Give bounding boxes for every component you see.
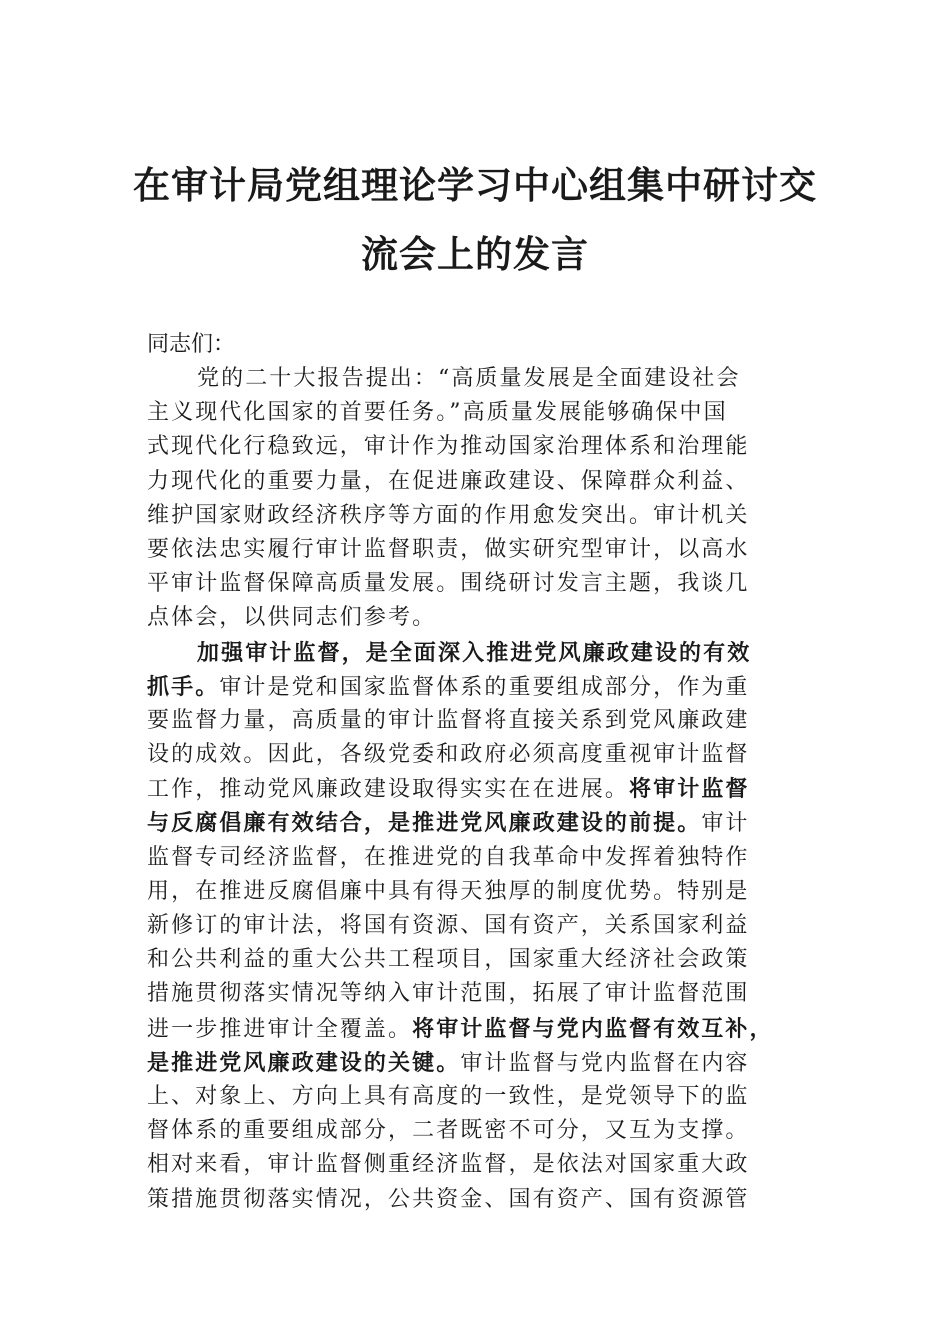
text-segment: 要依法忠实履行审计监督职责，做实研究型审计，以高水 <box>147 536 750 562</box>
text-segment: 平审计监督保障高质量发展。围绕研讨发言主题，我谈几 <box>147 571 750 597</box>
body-text-line <box>147 533 827 567</box>
body-text-line <box>147 1114 827 1148</box>
text-segment: 主义现代化国家的首要任务。”高质量发展能够确保中国 <box>147 400 728 426</box>
bold-text-segment: 是推进党风廉政建设的关键。 <box>147 1049 461 1076</box>
body-text-line <box>147 977 827 1011</box>
text-segment: 策措施贯彻落实情况，公共资金、国有资产、国有资源管 <box>147 1186 750 1212</box>
text-segment: 维护国家财政经济秩序等方面的作用愈发突出。审计机关 <box>147 502 750 528</box>
text-segment: 监督专司经济监督，在推进党的自我革命中发挥着独特作 <box>147 844 750 870</box>
body-text-line <box>147 1183 827 1217</box>
text-segment: 点体会，以供同志们参考。 <box>147 605 437 631</box>
body-text-line <box>147 567 827 601</box>
text-segment: 进一步推进审计全覆盖。 <box>147 1016 413 1042</box>
body-text-line <box>147 362 827 396</box>
text-segment: 要监督力量，高质量的审计监督将直接关系到党风廉政建 <box>147 707 750 733</box>
text-segment: 式现代化行稳致远，审计作为推动国家治理体系和治理能 <box>147 434 750 460</box>
document-title-line-1: 在审计局党组理论学习中心组集中研讨交 <box>133 163 817 207</box>
text-segment: 用，在推进反腐倡廉中具有得天独厚的制度优势。特别是 <box>147 878 750 904</box>
body-text-line <box>147 1080 827 1114</box>
body-text-line <box>147 704 827 738</box>
body-text-line <box>147 601 827 635</box>
body-text-line <box>147 875 827 909</box>
text-segment: 和公共利益的重大公共工程项目，国家重大经济社会政策 <box>147 947 750 973</box>
text-segment: 党的二十大报告提出：“高质量发展是全面建设社会 <box>197 366 741 391</box>
text-segment: 审计是党和国家监督体系的重要组成部分，作为重 <box>219 674 750 700</box>
text-segment: 上、对象上、方向上具有高度的一致性，是党领导下的监 <box>147 1083 750 1109</box>
text-segment: 工作，推动党风廉政建设取得实实在在进展。 <box>147 777 630 803</box>
text-segment: 审计监督与党内监督在内容 <box>460 1050 750 1076</box>
body-text-line <box>147 1046 827 1080</box>
body-text-line <box>147 841 827 875</box>
bold-text-segment: 与反腐倡廉有效结合，是推进党风廉政建设的前提。 <box>147 810 702 837</box>
document-title-line-2: 流会上的发言 <box>361 232 589 276</box>
text-segment: 力现代化的重要力量，在促进廉政建设、保障群众利益、 <box>147 468 750 494</box>
text-segment: 措施贯彻落实情况等纳入审计范围，拓展了审计监督范围 <box>147 981 750 1007</box>
text-segment: 审计 <box>701 811 750 837</box>
body-text-line <box>147 909 827 943</box>
text-segment: 设的成效。因此，各级党委和政府必须高度重视审计监督 <box>147 742 750 768</box>
body-text-line <box>147 430 827 464</box>
bold-text-segment: 将审计监督 <box>629 776 750 803</box>
body-text-line <box>147 1012 827 1046</box>
body-text-line <box>147 1148 827 1182</box>
body-text-line <box>147 396 827 430</box>
document-body <box>147 362 827 1217</box>
text-segment: 相对来看，审计监督侧重经济监督，是依法对国家重大政 <box>147 1152 750 1178</box>
body-text-line <box>147 738 827 772</box>
body-text-line <box>147 772 827 806</box>
body-text-line <box>147 670 827 704</box>
body-text-line <box>147 499 827 533</box>
body-text-line <box>147 943 827 977</box>
text-segment: 新修订的审计法，将国有资源、国有资产，关系国家利益 <box>147 913 750 938</box>
body-text-line <box>147 806 827 840</box>
bold-text-segment: 加强审计监督，是全面深入推进党风廉政建设的有效 <box>197 639 752 666</box>
text-segment: 督体系的重要组成部分，二者既密不可分，又互为支撑。 <box>147 1118 750 1144</box>
body-text-line <box>147 465 827 499</box>
body-text-line <box>147 636 827 670</box>
bold-text-segment: 将审计监督与党内监督有效互补， <box>412 1015 774 1042</box>
bold-text-segment: 抓手。 <box>147 673 220 700</box>
salutation: 同志们： <box>147 332 236 357</box>
